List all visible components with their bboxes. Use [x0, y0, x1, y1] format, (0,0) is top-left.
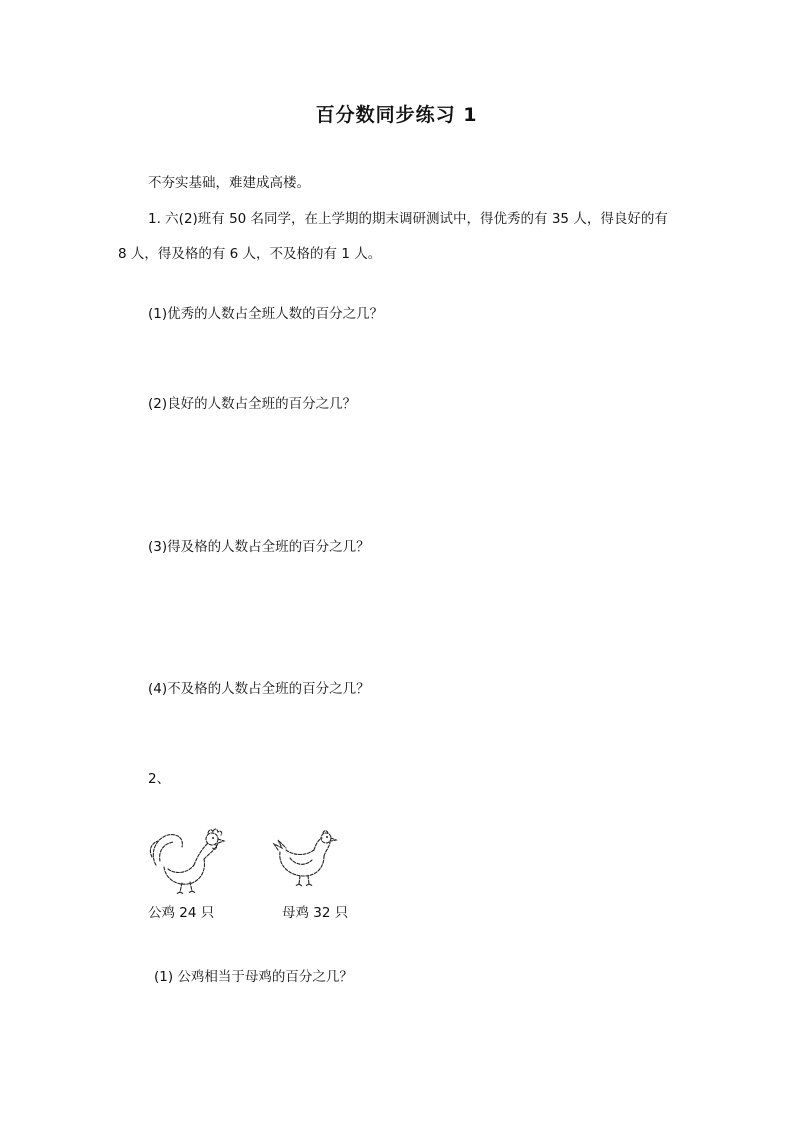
- question-1-sub-2: (2)良好的人数占全班的百分之几？: [148, 396, 357, 412]
- question-2-sub-1: (1) 公鸡相当于母鸡的百分之几？: [154, 969, 353, 985]
- question-1-line-1: 1. 六(2)班有 50 名同学，在上学期的期末调研测试中，得优秀的有 35 人，得良好的有: [148, 211, 668, 227]
- question-1-sub-4: (4)不及格的人数占全班的百分之几？: [148, 681, 370, 697]
- hen-icon: [272, 828, 338, 888]
- motto-text: 不夯实基础，难建成高楼。: [148, 175, 310, 191]
- rooster-count-label: 公鸡 24 只: [148, 905, 215, 921]
- question-2-number: 2、: [148, 771, 171, 787]
- hen-count-label: 母鸡 32 只: [282, 905, 349, 921]
- question-1-sub-1: (1)优秀的人数占全班人数的百分之几？: [148, 306, 384, 322]
- page-title: 百分数同步练习 1: [315, 104, 478, 126]
- question-1-line-2: 8 人，得及格的有 6 人，不及格的有 1 人。: [118, 246, 382, 262]
- rooster-icon: [146, 825, 228, 895]
- question-1-sub-3: (3)得及格的人数占全班的百分之几？: [148, 539, 370, 555]
